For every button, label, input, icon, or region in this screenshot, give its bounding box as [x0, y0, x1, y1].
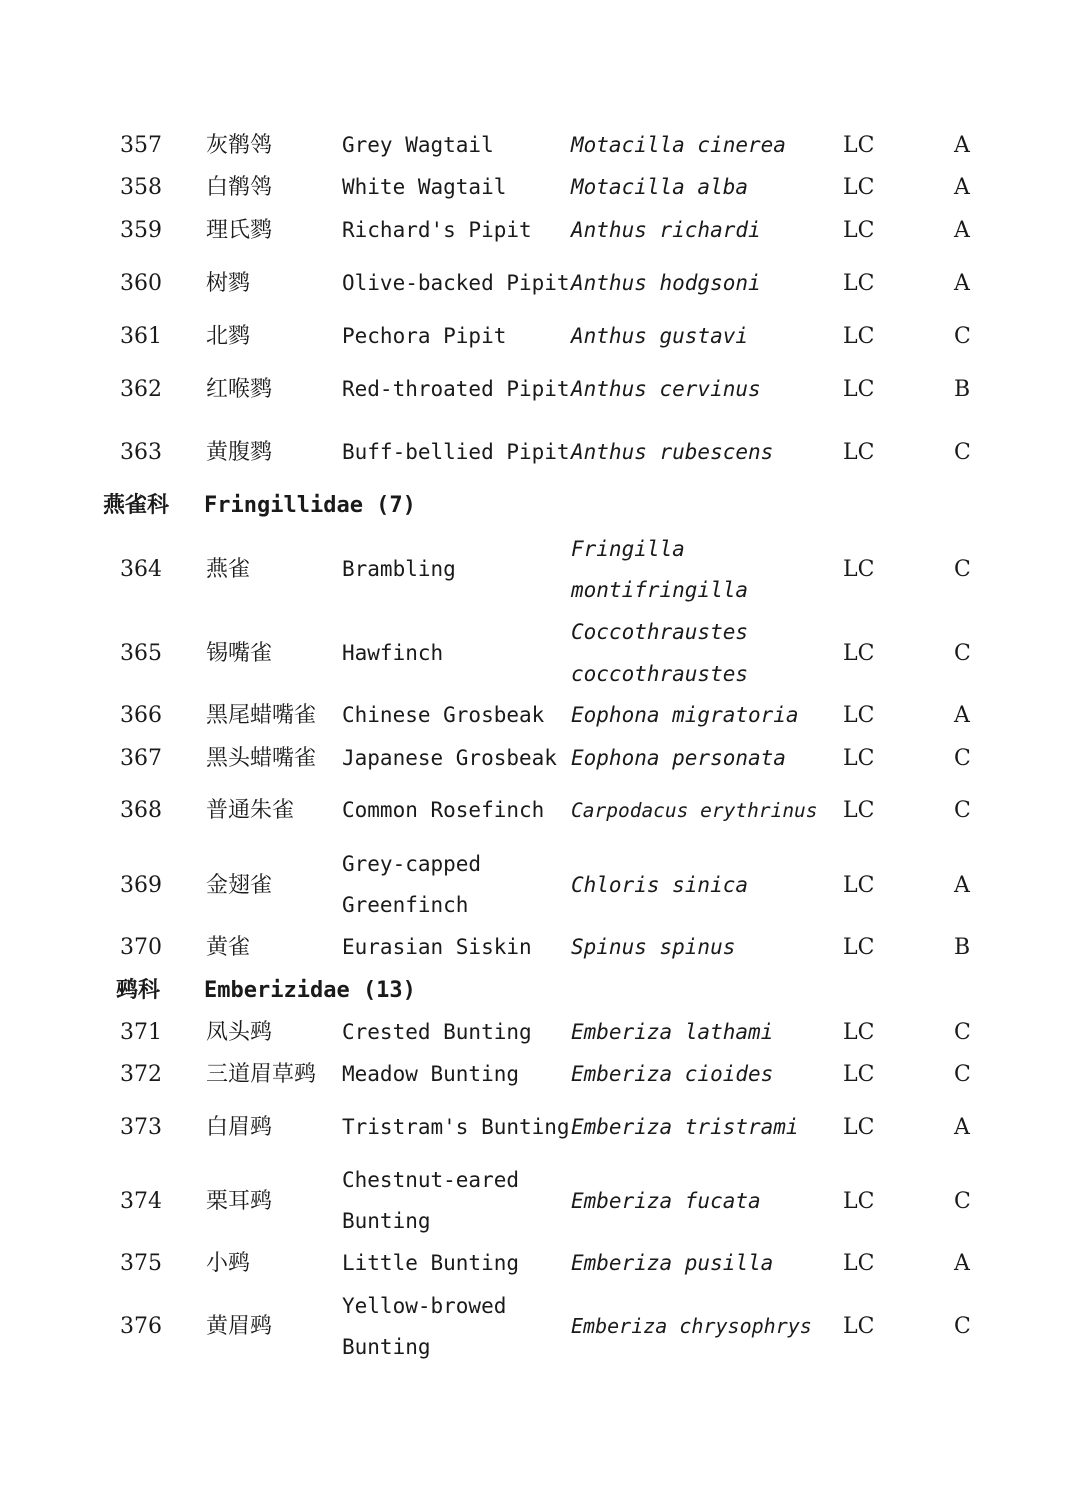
chinese-name: 黄腹鹨 — [206, 440, 273, 465]
scientific-name: Emberiza pusilla — [571, 1251, 774, 1275]
category: C — [954, 1189, 971, 1214]
chinese-name: 三道眉草鹀 — [206, 1062, 317, 1087]
family-latin-name: Fringillidae (7) — [204, 493, 416, 518]
scientific-name: Motacilla cinerea — [571, 133, 786, 157]
iucn-status: LC — [843, 557, 875, 582]
scientific-name: Anthus hodgsoni — [571, 271, 761, 295]
category: A — [954, 1251, 970, 1276]
category: A — [954, 703, 970, 728]
chinese-name: 凤头鹀 — [206, 1020, 273, 1045]
english-name: Buff-bellied Pipit — [342, 440, 570, 464]
scientific-name: Emberiza fucata — [571, 1189, 761, 1213]
scientific-name: Emberiza chrysophrys — [571, 1314, 812, 1338]
english-name-line1: Grey-capped — [342, 852, 482, 876]
category: A — [954, 271, 970, 296]
chinese-name: 灰鹡鸰 — [206, 133, 273, 158]
scientific-name: Eophona personata — [571, 746, 786, 770]
english-name: Pechora Pipit — [342, 324, 507, 348]
species-number: 369 — [120, 873, 162, 898]
chinese-name: 栗耳鹀 — [206, 1189, 273, 1214]
chinese-name: 白眉鹀 — [206, 1115, 273, 1140]
chinese-name: 北鹨 — [206, 324, 251, 349]
scientific-name-genus: Coccothraustes — [571, 620, 749, 644]
iucn-status: LC — [843, 935, 875, 960]
species-number: 376 — [120, 1314, 162, 1339]
english-name-line2: Greenfinch — [342, 893, 469, 917]
species-number: 371 — [120, 1020, 162, 1045]
scientific-name: Motacilla alba — [571, 175, 749, 199]
iucn-status: LC — [843, 133, 875, 158]
category: A — [954, 873, 970, 898]
chinese-name: 普通朱雀 — [206, 798, 295, 823]
species-number: 374 — [120, 1189, 162, 1214]
english-name: Meadow Bunting — [342, 1062, 520, 1086]
english-name-line1: Chestnut-eared — [342, 1168, 520, 1192]
english-name-line2: Bunting — [342, 1335, 431, 1359]
english-name: Brambling — [342, 557, 456, 581]
chinese-name: 白鹡鸰 — [206, 175, 273, 200]
iucn-status: LC — [843, 1062, 875, 1087]
category: C — [954, 641, 971, 666]
category: C — [954, 324, 971, 349]
category: B — [954, 377, 971, 402]
species-number: 373 — [120, 1115, 162, 1140]
iucn-status: LC — [843, 1251, 875, 1276]
chinese-name: 黑头蜡嘴雀 — [206, 746, 317, 771]
iucn-status: LC — [843, 798, 875, 823]
iucn-status: LC — [843, 1189, 875, 1214]
species-number: 367 — [120, 746, 162, 771]
chinese-name: 黑尾蜡嘴雀 — [206, 703, 317, 728]
english-name-line2: Bunting — [342, 1209, 431, 1233]
category: A — [954, 133, 970, 158]
iucn-status: LC — [843, 440, 875, 465]
category: C — [954, 798, 971, 823]
english-name: Red-throated Pipit — [342, 377, 570, 401]
category: C — [954, 440, 971, 465]
scientific-name: Carpodacus erythrinus — [571, 799, 818, 822]
chinese-name: 锡嘴雀 — [206, 641, 273, 666]
chinese-name: 金翅雀 — [206, 873, 273, 898]
english-name: Japanese Grosbeak — [342, 746, 557, 770]
scientific-name: Chloris sinica — [571, 873, 749, 897]
category: A — [954, 218, 970, 243]
scientific-name: Anthus gustavi — [571, 324, 749, 348]
chinese-name: 黄眉鹀 — [206, 1314, 273, 1339]
iucn-status: LC — [843, 1020, 875, 1045]
species-number: 357 — [120, 133, 162, 158]
category: C — [954, 557, 971, 582]
english-name: Chinese Grosbeak — [342, 703, 545, 727]
iucn-status: LC — [843, 703, 875, 728]
scientific-name: Anthus cervinus — [571, 377, 761, 401]
english-name: Eurasian Siskin — [342, 935, 532, 959]
scientific-name-genus: Fringilla — [571, 537, 685, 561]
english-name: Grey Wagtail — [342, 133, 494, 157]
chinese-name: 红喉鹨 — [206, 377, 273, 402]
species-number: 365 — [120, 641, 162, 666]
iucn-status: LC — [843, 746, 875, 771]
scientific-name: Emberiza tristrami — [571, 1115, 799, 1139]
english-name: Little Bunting — [342, 1251, 520, 1275]
english-name: Tristram's Bunting — [342, 1115, 570, 1139]
english-name: Hawfinch — [342, 641, 444, 665]
iucn-status: LC — [843, 218, 875, 243]
iucn-status: LC — [843, 175, 875, 200]
english-name: Common Rosefinch — [342, 798, 545, 822]
species-number: 375 — [120, 1251, 162, 1276]
species-number: 361 — [120, 324, 162, 349]
scientific-name: Anthus richardi — [571, 218, 761, 242]
family-chinese-name: 鹀科 — [116, 977, 161, 1003]
category: A — [954, 1115, 970, 1140]
english-name-line1: Yellow-browed — [342, 1294, 507, 1318]
iucn-status: LC — [843, 1115, 875, 1140]
category: A — [954, 175, 970, 200]
scientific-name: Spinus spinus — [571, 935, 736, 959]
scientific-name-species: montifringilla — [571, 578, 749, 602]
chinese-name: 黄雀 — [206, 935, 251, 960]
species-number: 363 — [120, 440, 162, 465]
scientific-name: Anthus rubescens — [571, 440, 774, 464]
category: C — [954, 1314, 971, 1339]
species-number: 370 — [120, 935, 162, 960]
species-number: 368 — [120, 798, 162, 823]
category: B — [954, 935, 971, 960]
iucn-status: LC — [843, 873, 875, 898]
species-number: 364 — [120, 557, 162, 582]
species-number: 366 — [120, 703, 162, 728]
chinese-name: 理氏鹨 — [206, 218, 273, 243]
species-number: 359 — [120, 218, 162, 243]
iucn-status: LC — [843, 641, 875, 666]
iucn-status: LC — [843, 271, 875, 296]
english-name: Crested Bunting — [342, 1020, 532, 1044]
chinese-name: 小鹀 — [206, 1251, 251, 1276]
scientific-name: Emberiza lathami — [571, 1020, 774, 1044]
chinese-name: 树鹨 — [206, 271, 251, 296]
english-name: White Wagtail — [342, 175, 507, 199]
category: C — [954, 746, 971, 771]
iucn-status: LC — [843, 324, 875, 349]
scientific-name: Eophona migratoria — [571, 703, 799, 727]
scientific-name-species: coccothraustes — [571, 662, 749, 686]
species-number: 358 — [120, 175, 162, 200]
english-name: Olive-backed Pipit — [342, 271, 570, 295]
category: C — [954, 1020, 971, 1045]
species-number: 360 — [120, 271, 162, 296]
english-name: Richard's Pipit — [342, 218, 532, 242]
iucn-status: LC — [843, 377, 875, 402]
iucn-status: LC — [843, 1314, 875, 1339]
category: C — [954, 1062, 971, 1087]
family-chinese-name: 燕雀科 — [103, 492, 170, 518]
chinese-name: 燕雀 — [206, 557, 251, 582]
species-number: 362 — [120, 377, 162, 402]
species-number: 372 — [120, 1062, 162, 1087]
scientific-name: Emberiza cioides — [571, 1062, 774, 1086]
family-latin-name: Emberizidae (13) — [204, 978, 416, 1003]
